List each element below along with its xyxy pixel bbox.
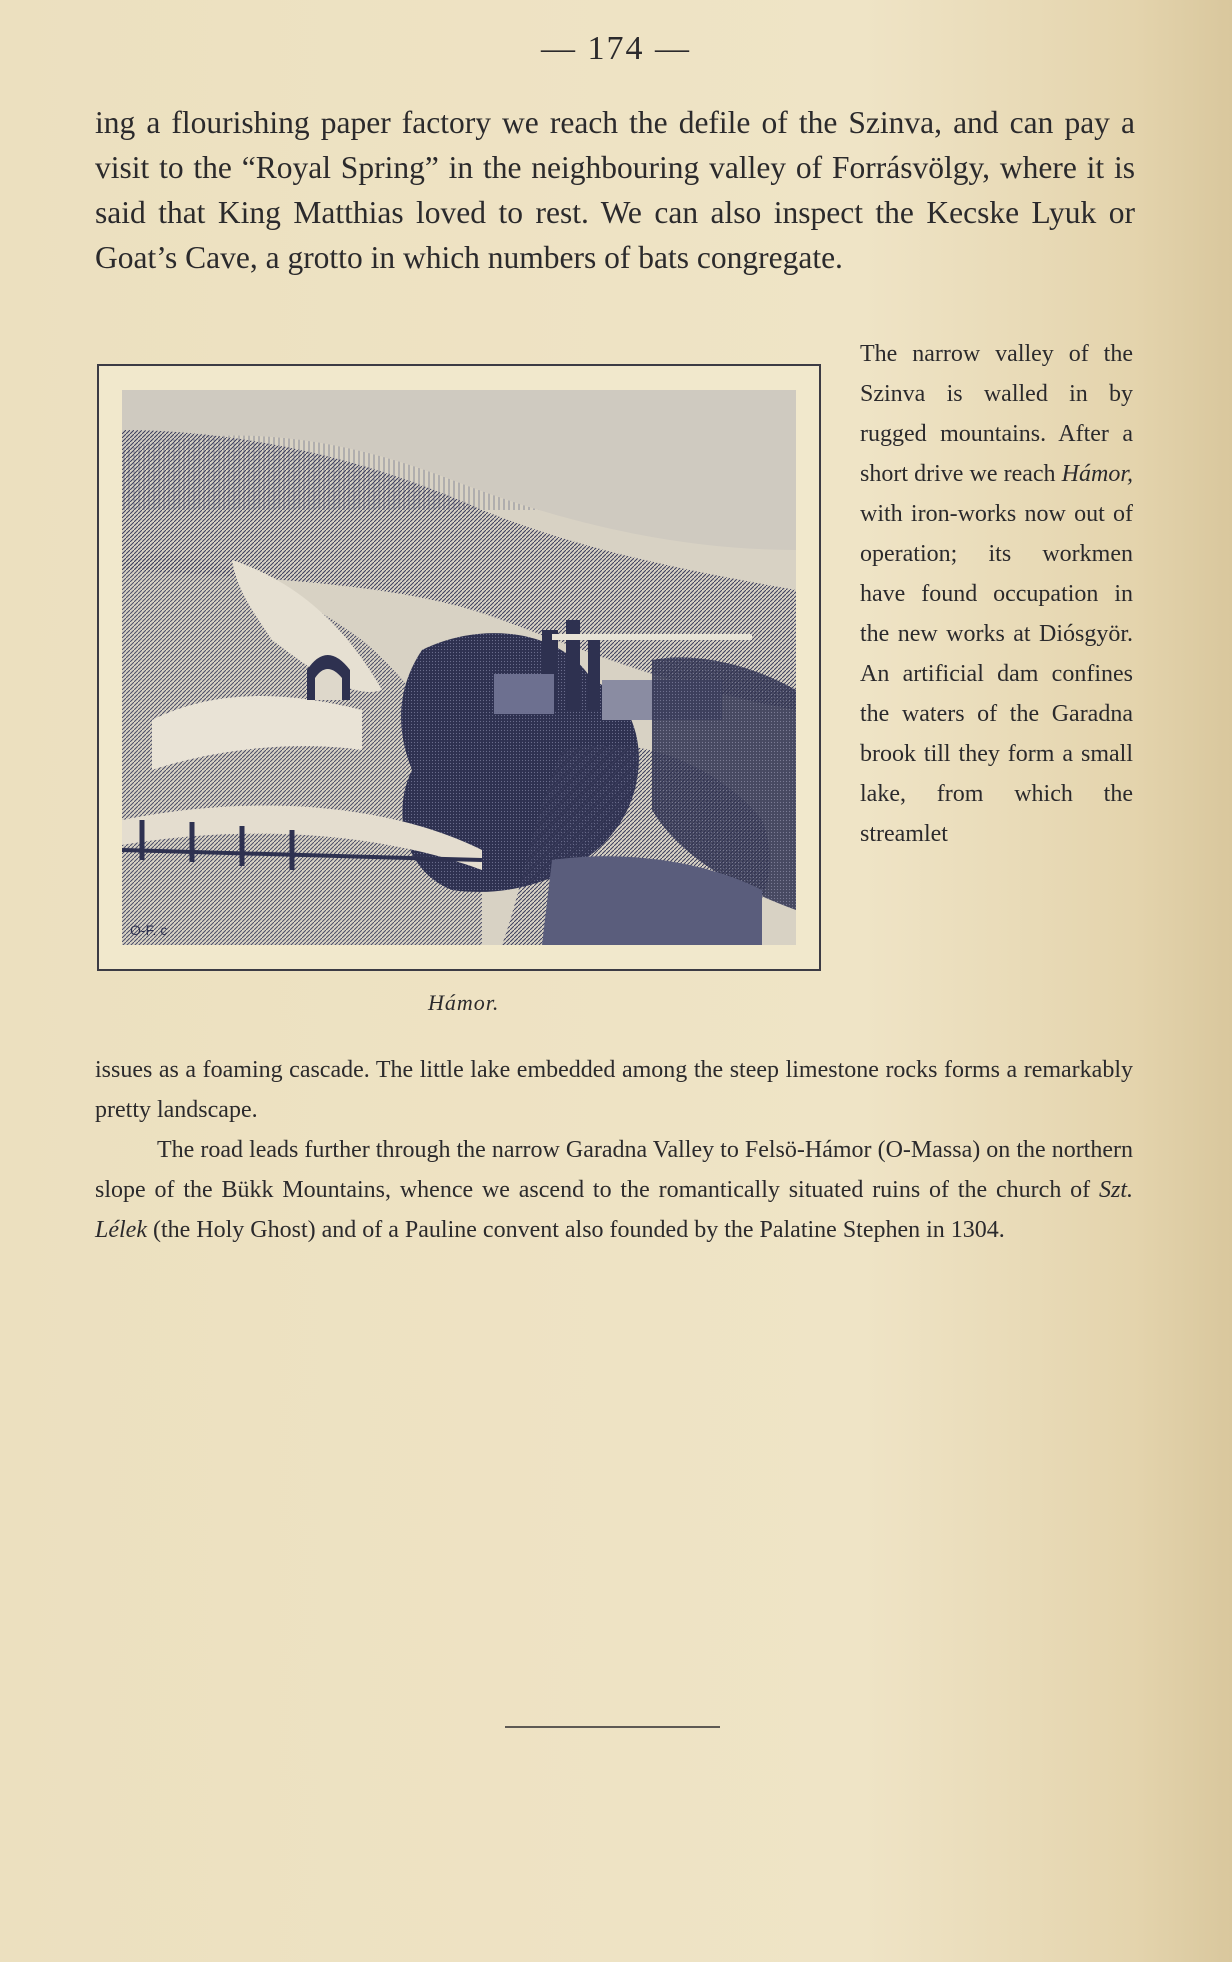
paragraph-bottom xyxy=(95,1050,1133,1250)
right-column-text-rest: with iron-works now out of operation; its workmen have found occupation in the new works at Diósgyör. An artificial dam confines the waters of the Garadna brook till they form a small lake, from which the streamlet xyxy=(860,501,1133,847)
paragraph-top: ing a flourishing paper factory we reach the defile of the Szinva, and can pay a visit to the “Royal Spring” in the neighbouring valley of Forrásvölgy, where it is said that King Matthias loved to rest. We can also inspect the Kecske Lyuk or Goat’s Cave, a grotto in which numbers of bats congregate. xyxy=(95,105,1135,275)
right-column-text-lead: The narrow valley of the Szinva is walled in by rugged mountains. After a short drive we reach xyxy=(860,341,1133,487)
bottom-paragraph-text-b: (the Holy Ghost) and of a Pauline convent also founded by the Palatine Stephen in 1304. xyxy=(146,1217,1005,1243)
paragraph-right-column xyxy=(860,334,1133,854)
engraving-figure xyxy=(97,364,821,971)
bottom-paragraph-text-a: The road leads further through the narrow Garadna Valley to Felsö-Hámor (O-Massa) on the northern slope of the Bükk Mountains, whence we ascend to the romantically situated ruins of the church of xyxy=(95,1137,1133,1203)
right-column-italic-hamor: Hámor, xyxy=(1061,461,1133,487)
page-number: — 174 — xyxy=(541,30,691,67)
bottom-paragraph-line1: issues as a foaming cascade. The little lake embedded among the steep limestone rocks forms a remarkably pretty landscape. xyxy=(95,1057,1133,1123)
section-divider-rule xyxy=(505,1726,720,1728)
bottom-paragraph-italic-szt-lelek: Szt. Lélek xyxy=(95,1177,1133,1243)
hamor-engraving-illustration xyxy=(122,390,796,945)
bottom-paragraph-second xyxy=(95,1130,1133,1250)
engraver-mark: O-F. c xyxy=(130,922,168,938)
figure-caption: Hámor. xyxy=(428,990,500,1015)
